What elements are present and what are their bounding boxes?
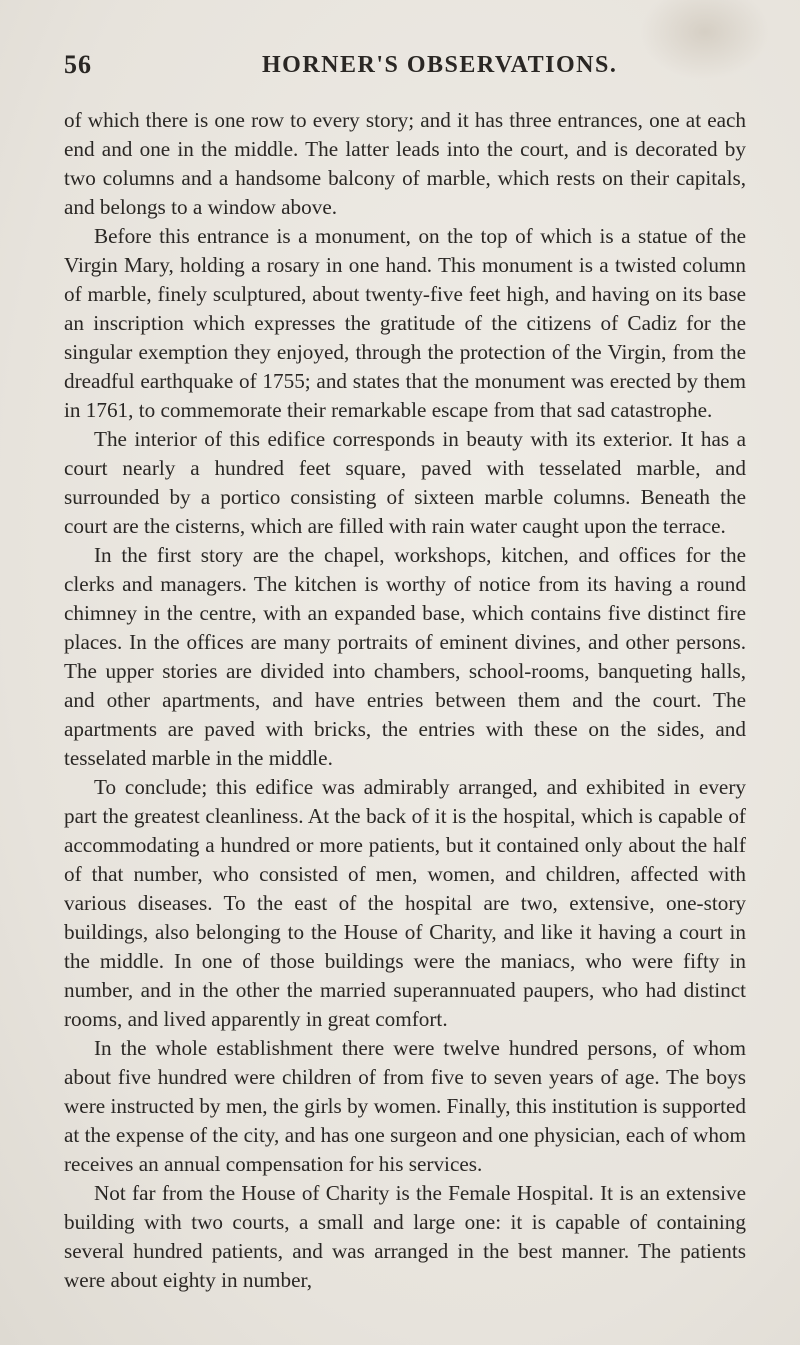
paragraph-monument: Before this entrance is a monument, on the top of which is a statue of the Virgin Mary, holding a rosary in one hand. This monument is a twisted column of marble, finely sculptured, about twenty-five feet high, and having on its base an inscription which expresses the gratitude of the citizens of Cadiz for the singular exemption they enjoyed, through the protection of the Virgin, from the dreadful earthquake of 1755; and states that the monument was erected by them in 1761, to commemorate their remarkable escape from that sad catastrophe. bbox=[64, 224, 746, 422]
paragraph-female-hospital: Not far from the House of Charity is the Female Hospital. It is an extensive building with two courts, a small and large one: it is capable of containing several hundred patients, and was arranged in the best manner. The patients were about eighty in number, bbox=[64, 1181, 746, 1292]
paragraph-conclusion: To conclude; this edifice was admirably arranged, and exhibited in every part the greatest cleanliness. At the back of it is the hospital, which is capable of accommodating a hundred or more patients, but it contained only about the half of that number, who consisted of men, women, and children, affected with various diseases. To the east of the hospital are two, extensive, one-story buildings, also belonging to the House of Charity, and like it having a court in the middle. In one of those buildings were the maniacs, who were fifty in number, and in the other the married superannuated paupers, who had distinct rooms, and lived apparently in great comfort. bbox=[64, 775, 746, 1031]
paragraph-interior: The interior of this edifice corresponds in beauty with its exterior. It has a court nearly a hundred feet square, paved with tesselated marble, and surrounded by a portico consisting of sixteen marble columns. Beneath the court are the cisterns, which are filled with rain water caught upon the terrace. bbox=[64, 427, 746, 538]
paragraph-continued: of which there is one row to every story; and it has three entrances, one at each end and one in the middle. The latter leads into the court, and is decorated by two columns and a handsome balcony of marble, which rests on their capitals, and belongs to a window above. bbox=[64, 108, 746, 219]
body-text bbox=[64, 106, 746, 1295]
paragraph-first-story: In the first story are the chapel, workshops, kitchen, and offices for the clerks and managers. The kitchen is worthy of notice from its having a round chimney in the centre, with an expanded base, which contains five distinct fire places. In the offices are many portraits of eminent divines, and other persons. The upper stories are divided into chambers, school-rooms, banqueting halls, and other apartments, and have entries between them and the court. The apartments are paved with bricks, the entries with these on the sides, and tesselated marble in the middle. bbox=[64, 543, 746, 770]
running-title: HORNER'S OBSERVATIONS. bbox=[262, 52, 618, 78]
paragraph-establishment: In the whole establishment there were twelve hundred persons, of whom about five hundred were children of from five to seven years of age. The boys were instructed by men, the girls by women. Finally, this institution is supported at the expense of the city, and has one surgeon and one physician, each of whom receives an annual compensation for his services. bbox=[64, 1036, 746, 1176]
page-header bbox=[64, 50, 746, 90]
page-number: 56 bbox=[64, 50, 92, 79]
